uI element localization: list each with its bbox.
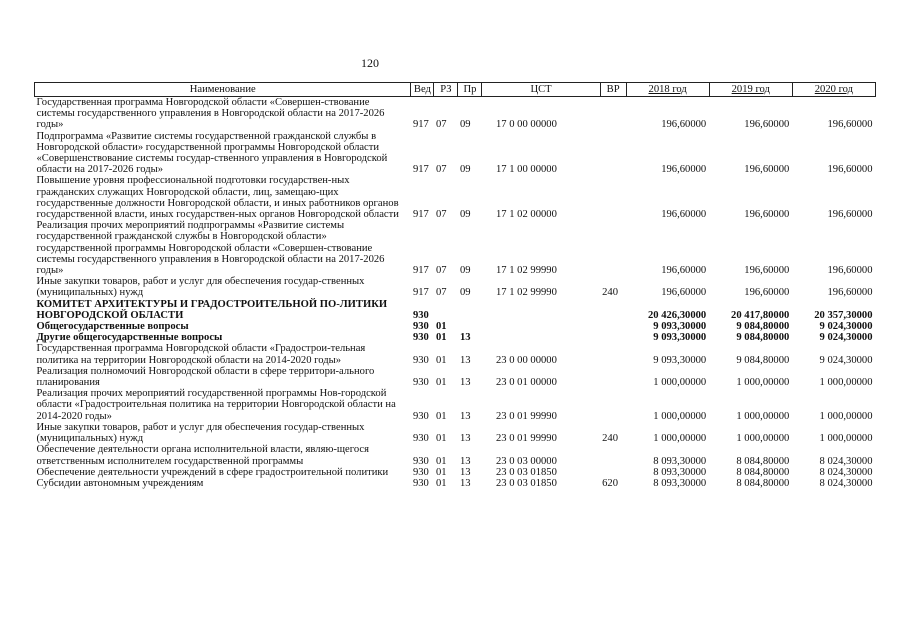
row-amount-2018: 9 093,30000: [653, 354, 707, 366]
column-header-2020: 2020 год: [792, 83, 875, 97]
column-header-ved: Вед: [411, 83, 434, 97]
table-header-row: [35, 83, 876, 97]
row-amount-2019: 9 084,80000: [736, 354, 790, 366]
row-rz: 07: [435, 287, 447, 299]
budget-table: [34, 82, 876, 489]
table-row: [35, 175, 876, 220]
row-name: Иные закупки товаров, работ и услуг для обеспечения государ-ственных (муниципальных) нужд: [36, 276, 365, 299]
row-amount-2019: 196,60000: [744, 287, 790, 299]
row-amount-2020: 1 000,00000: [819, 377, 873, 389]
row-amount-2019: 1 000,00000: [736, 377, 790, 389]
row-cst: 23 0 01 99990: [495, 433, 557, 445]
row-cst: 23 0 03 01850: [495, 466, 557, 478]
row-rz: 07: [435, 119, 447, 131]
row-name: Обеспечение деятельности учреждений в сфере градостроительной политики: [36, 466, 389, 478]
row-ved: 930: [412, 321, 429, 333]
row-vr: [600, 131, 626, 176]
row-ved: 917: [412, 265, 429, 277]
row-amount-2019: 9 084,80000: [736, 332, 790, 344]
row-vr: [600, 220, 626, 276]
row-amount-2020: 8 024,30000: [819, 466, 873, 478]
row-ved: 930: [412, 354, 429, 366]
row-ved: 930: [412, 433, 429, 445]
row-amount-2020: 9 024,30000: [819, 321, 873, 333]
row-ved: 930: [412, 466, 429, 478]
row-name: Государственная программа Новгородской области «Совершен-ствование системы государственного управления в Новгородской области на 2017-2026 годы»: [36, 97, 385, 131]
table-row: [35, 478, 876, 489]
row-vr: [600, 467, 626, 478]
row-vr: [600, 175, 626, 220]
row-ved: 930: [412, 410, 429, 422]
row-cst: 23 0 01 00000: [495, 377, 557, 389]
row-pr: 13: [459, 433, 471, 445]
row-cst: 17 1 02 99990: [495, 287, 557, 299]
row-ved: 930: [412, 477, 429, 489]
row-vr: [600, 321, 626, 332]
row-amount-2020: 9 024,30000: [819, 332, 873, 344]
row-pr: 13: [459, 477, 471, 489]
row-pr: 09: [459, 164, 471, 176]
row-pr: 09: [459, 209, 471, 221]
row-vr: [600, 299, 626, 321]
row-amount-2018: 196,60000: [661, 265, 707, 277]
row-name: Подпрограмма «Развитие системы государственной гражданской службы в Новгородской области» государственной программы Новгородской области «Совершенствование системы государ-ственного управления в Новгородской области на 2017-2026 годы»: [36, 130, 388, 176]
column-header-pr: Пр: [458, 83, 482, 97]
row-name: Субсидии автономным учреждениям: [36, 477, 204, 489]
row-amount-2019: 8 084,80000: [736, 455, 790, 467]
row-amount-2018: 1 000,00000: [653, 377, 707, 389]
row-rz: 01: [435, 332, 447, 344]
row-cst: [482, 332, 600, 343]
row-ved: 917: [412, 287, 429, 299]
column-header-vr: ВР: [600, 83, 626, 97]
row-amount-2020: 8 024,30000: [819, 455, 873, 467]
row-amount-2020: 9 024,30000: [819, 354, 873, 366]
row-cst: 17 1 02 00000: [495, 209, 557, 221]
row-amount-2019: 196,60000: [744, 265, 790, 277]
row-amount-2019: 1 000,00000: [736, 433, 790, 445]
row-amount-2018: 8 093,30000: [653, 466, 707, 478]
row-vr: [600, 444, 626, 466]
row-amount-2020: 20 357,30000: [814, 309, 873, 321]
row-rz: 01: [435, 410, 447, 422]
row-amount-2019: 8 084,80000: [736, 477, 790, 489]
row-amount-2020: 196,60000: [827, 209, 873, 221]
row-cst: 23 0 03 00000: [495, 455, 557, 467]
row-amount-2018: 1 000,00000: [653, 433, 707, 445]
row-amount-2018: 20 426,30000: [647, 309, 707, 321]
row-pr: 13: [459, 410, 471, 422]
row-vr: [600, 97, 626, 131]
row-ved: 930: [412, 455, 429, 467]
row-name: Государственная программа Новгородской области «Градострои-тельная политика на территории Новгородской области на 2014-2020 годы»: [36, 343, 366, 366]
column-header-2019: 2019 год: [709, 83, 792, 97]
row-rz: 01: [435, 455, 447, 467]
row-amount-2019: 9 084,80000: [736, 321, 790, 333]
row-cst: [482, 321, 600, 332]
table-row: [35, 276, 876, 298]
table-row: [35, 131, 876, 176]
row-rz: 01: [435, 433, 447, 445]
row-amount-2019: 1 000,00000: [736, 410, 790, 422]
table-row: [35, 388, 876, 422]
row-vr: 240: [602, 433, 618, 445]
row-name: Обеспечение деятельности органа исполнительной власти, являю-щегося ответственным исполнителем государственной программы: [36, 444, 369, 467]
row-rz: 01: [435, 377, 447, 389]
table-row: [35, 220, 876, 276]
row-amount-2018: 196,60000: [661, 287, 707, 299]
row-pr: [458, 321, 482, 332]
row-amount-2020: 8 024,30000: [819, 477, 873, 489]
row-amount-2019: 196,60000: [744, 119, 790, 131]
row-cst: 17 0 00 00000: [495, 119, 557, 131]
row-name: КОМИТЕТ АРХИТЕКТУРЫ И ГРАДОСТРОИТЕЛЬНОЙ ПО-ЛИТИКИ НОВГОРОДСКОЙ ОБЛАСТИ: [36, 298, 388, 321]
row-cst: [482, 299, 600, 321]
table-row: [35, 299, 876, 321]
row-amount-2020: 1 000,00000: [819, 410, 873, 422]
row-amount-2019: 196,60000: [744, 164, 790, 176]
row-ved: 930: [412, 309, 429, 321]
row-name: Иные закупки товаров, работ и услуг для обеспечения государ-ственных (муниципальных) нужд: [36, 421, 365, 445]
row-amount-2020: 196,60000: [827, 119, 873, 131]
table-row: [35, 366, 876, 388]
row-vr: 620: [602, 477, 618, 489]
row-pr: 09: [459, 119, 471, 131]
row-rz: 01: [435, 321, 447, 333]
row-vr: 240: [602, 287, 618, 299]
row-ved: 917: [412, 164, 429, 176]
row-cst: 23 0 01 99990: [495, 410, 557, 422]
table-row: [35, 343, 876, 365]
row-cst: 23 0 03 01850: [495, 477, 557, 489]
row-name: Общегосударственные вопросы: [36, 321, 189, 333]
row-cst: 17 1 00 00000: [495, 164, 557, 176]
row-pr: 09: [459, 265, 471, 277]
row-rz: 07: [435, 209, 447, 221]
row-name: Повышение уровня профессиональной подготовки государствен-ных гражданских служащих Новгородской области, лиц, замещаю-щих государственные должности Новгородской области, и иных работников органов государственной власти, иных государствен-ных органов Новгородской области: [36, 175, 399, 221]
column-header-cst: ЦСТ: [482, 83, 600, 97]
row-pr: [458, 299, 482, 321]
row-amount-2019: 20 417,80000: [731, 309, 790, 321]
row-rz: [434, 299, 458, 321]
row-pr: 09: [459, 287, 471, 299]
row-pr: 13: [459, 377, 471, 389]
row-amount-2018: 196,60000: [661, 119, 707, 131]
row-amount-2020: 196,60000: [827, 287, 873, 299]
row-vr: [600, 366, 626, 388]
row-amount-2018: 1 000,00000: [653, 410, 707, 422]
row-pr: 13: [459, 354, 471, 366]
row-ved: 917: [412, 119, 429, 131]
column-header-2018: 2018 год: [626, 83, 709, 97]
row-amount-2018: 8 093,30000: [653, 477, 707, 489]
row-name: Реализация прочих мероприятий государственной программы Нов-городской области «Градостроительная политика на территории Новгородской области на 2014-2020 годы»: [36, 388, 396, 422]
row-rz: 01: [435, 354, 447, 366]
row-vr: [600, 388, 626, 422]
row-amount-2020: 196,60000: [827, 265, 873, 277]
table-row: [35, 467, 876, 478]
row-ved: 930: [412, 332, 429, 344]
row-cst: 17 1 02 99990: [495, 265, 557, 277]
column-header-name: Наименование: [35, 83, 411, 97]
table-row: [35, 97, 876, 131]
row-ved: 917: [412, 209, 429, 221]
row-rz: 01: [435, 466, 447, 478]
row-amount-2019: 196,60000: [744, 209, 790, 221]
column-header-rz: РЗ: [434, 83, 458, 97]
row-amount-2018: 8 093,30000: [653, 455, 707, 467]
row-vr: [600, 343, 626, 365]
row-amount-2018: 196,60000: [661, 164, 707, 176]
row-amount-2020: 1 000,00000: [819, 433, 873, 445]
table-row: [35, 321, 876, 332]
row-amount-2020: 196,60000: [827, 164, 873, 176]
row-cst: 23 0 00 00000: [495, 354, 557, 366]
row-amount-2018: 9 093,30000: [653, 321, 707, 333]
row-rz: 01: [435, 477, 447, 489]
row-vr: [600, 332, 626, 343]
row-name: Реализация прочих мероприятий подпрограммы «Развитие системы государственной гражданской службы в Новгородской области» государственной программы Новгородской области «Совершен-ствование системы государственного управления в Новгородской области на 2017-2026 годы»: [36, 220, 385, 277]
row-rz: 07: [435, 164, 447, 176]
row-rz: 07: [435, 265, 447, 277]
row-pr: 13: [459, 332, 471, 344]
table-row: [35, 332, 876, 343]
row-amount-2018: 9 093,30000: [653, 332, 707, 344]
table-row: [35, 422, 876, 444]
row-pr: 13: [459, 455, 471, 467]
table-row: [35, 444, 876, 466]
row-name: Реализация полномочий Новгородской области в сфере территори-ального планирования: [36, 365, 375, 389]
row-pr: 13: [459, 466, 471, 478]
page-number: 120: [361, 56, 379, 70]
row-amount-2019: 8 084,80000: [736, 466, 790, 478]
row-name: Другие общегосударственные вопросы: [36, 332, 223, 344]
row-amount-2018: 196,60000: [661, 209, 707, 221]
row-ved: 930: [412, 377, 429, 389]
